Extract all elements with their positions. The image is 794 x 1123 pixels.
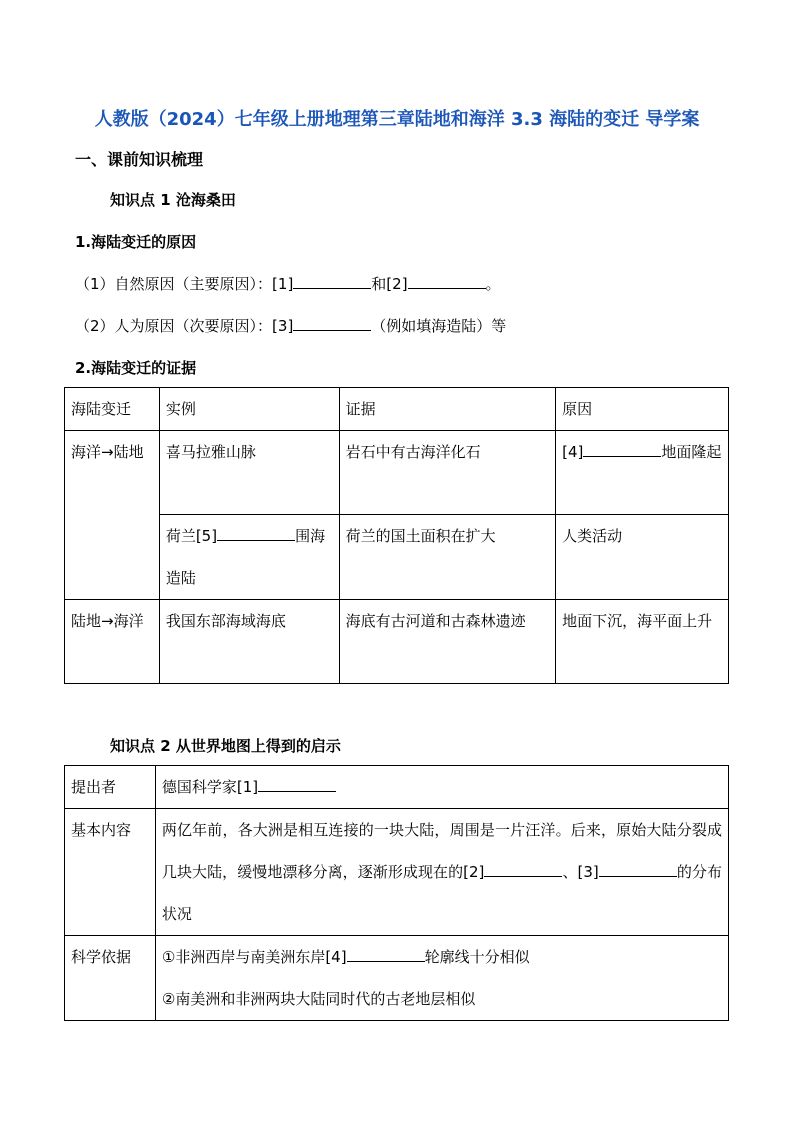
- human-reason-suffix: （例如填海造陆）等: [371, 317, 507, 335]
- basis-item-2: ②南美洲和非洲两块大陆同时代的古老地层相似: [161, 990, 476, 1008]
- blank-4[interactable]: [347, 947, 425, 962]
- table-row: [65, 936, 729, 1021]
- example-prefix: 荷兰[5]: [165, 527, 218, 545]
- example-cell: 我国东部海域海底: [159, 600, 339, 684]
- header-cell: 证据: [339, 388, 556, 431]
- content-label: 基本内容: [65, 809, 156, 936]
- table-row: [65, 600, 729, 684]
- basis-item-1: [162, 936, 722, 978]
- drift-table: [64, 765, 729, 1021]
- blank-1[interactable]: [293, 274, 371, 289]
- basis1-suffix: 轮廓线十分相似: [424, 948, 530, 966]
- content-text: 两亿年前，各大洲是相互连接的一块大陆，周围是一片汪洋。后来，原始大陆分裂成几块大陆，缓慢地漂移分离，逐渐形成现在的: [161, 821, 722, 881]
- header-cell: 实例: [159, 388, 339, 431]
- evidence-cell: 荷兰的国土面积在扩大: [339, 515, 556, 600]
- table-row: [65, 515, 729, 600]
- change-type-cell: 陆地→海洋: [65, 600, 160, 684]
- natural-reason-line: [75, 273, 501, 294]
- section-heading: 一、课前知识梳理: [75, 150, 204, 169]
- basis-label: 科学依据: [65, 936, 156, 1021]
- knowledge-point-1-heading: 知识点 1 沧海桑田: [110, 191, 236, 209]
- human-reason-line: [75, 315, 506, 336]
- header-cell: 海陆变迁: [65, 388, 160, 431]
- table-row: [65, 809, 729, 936]
- blank-3[interactable]: [293, 316, 371, 331]
- natural-reason-prefix: （1）自然原因（主要原因）：[1]: [75, 275, 294, 293]
- reason-heading: 1.海陆变迁的原因: [75, 233, 197, 251]
- evidence-heading: 2.海陆变迁的证据: [75, 359, 197, 377]
- example-cell: 喜马拉雅山脉: [159, 431, 339, 515]
- evidence-cell: 岩石中有古海洋化石: [339, 431, 556, 515]
- blank-4[interactable]: [583, 442, 661, 457]
- cause-suffix: 地面隆起: [661, 443, 722, 461]
- blank-1[interactable]: [258, 777, 336, 792]
- example-suffix: 围海造陆: [165, 527, 326, 587]
- basis1-prefix: ①非洲西岸与南美洲东岸[4]: [161, 948, 347, 966]
- blank-2[interactable]: [408, 274, 486, 289]
- example-cell: [159, 515, 339, 600]
- table-row: [65, 431, 729, 515]
- cause-cell: 人类活动: [556, 515, 729, 600]
- content-b3: [3]: [577, 863, 599, 881]
- natural-reason-mid: 和[2]: [371, 275, 408, 293]
- header-cell: 原因: [556, 388, 729, 431]
- knowledge-point-2-heading: 知识点 2 从世界地图上得到的启示: [110, 737, 341, 755]
- evidence-cell: 海底有古河道和古森林遗迹: [339, 600, 556, 684]
- proposer-prefix: 德国科学家[1]: [161, 778, 259, 796]
- change-type-cell: 海洋→陆地: [65, 431, 160, 600]
- blank-2[interactable]: [484, 862, 562, 877]
- proposer-cell: [155, 766, 728, 809]
- content-cell: [155, 809, 728, 936]
- content-b2: [2]: [463, 863, 485, 881]
- human-reason-prefix: （2）人为原因（次要原因）：[3]: [75, 317, 294, 335]
- evidence-table: [64, 387, 729, 684]
- proposer-label: 提出者: [65, 766, 156, 809]
- table-row: [65, 766, 729, 809]
- cause-cell: [556, 431, 729, 515]
- table-header-row: [65, 388, 729, 431]
- natural-reason-suffix: 。: [485, 275, 501, 293]
- blank-5[interactable]: [217, 526, 295, 541]
- content-suffix: 的分布状况: [161, 863, 722, 923]
- cause-cell: 地面下沉，海平面上升: [556, 600, 729, 684]
- content-sep: 、: [562, 863, 578, 881]
- cause-prefix: [4]: [562, 443, 584, 461]
- document-title: 人教版（2024）七年级上册地理第三章陆地和海洋 3.3 海陆的变迁 导学案: [94, 109, 700, 130]
- basis-cell: [155, 936, 728, 1021]
- blank-3[interactable]: [599, 862, 677, 877]
